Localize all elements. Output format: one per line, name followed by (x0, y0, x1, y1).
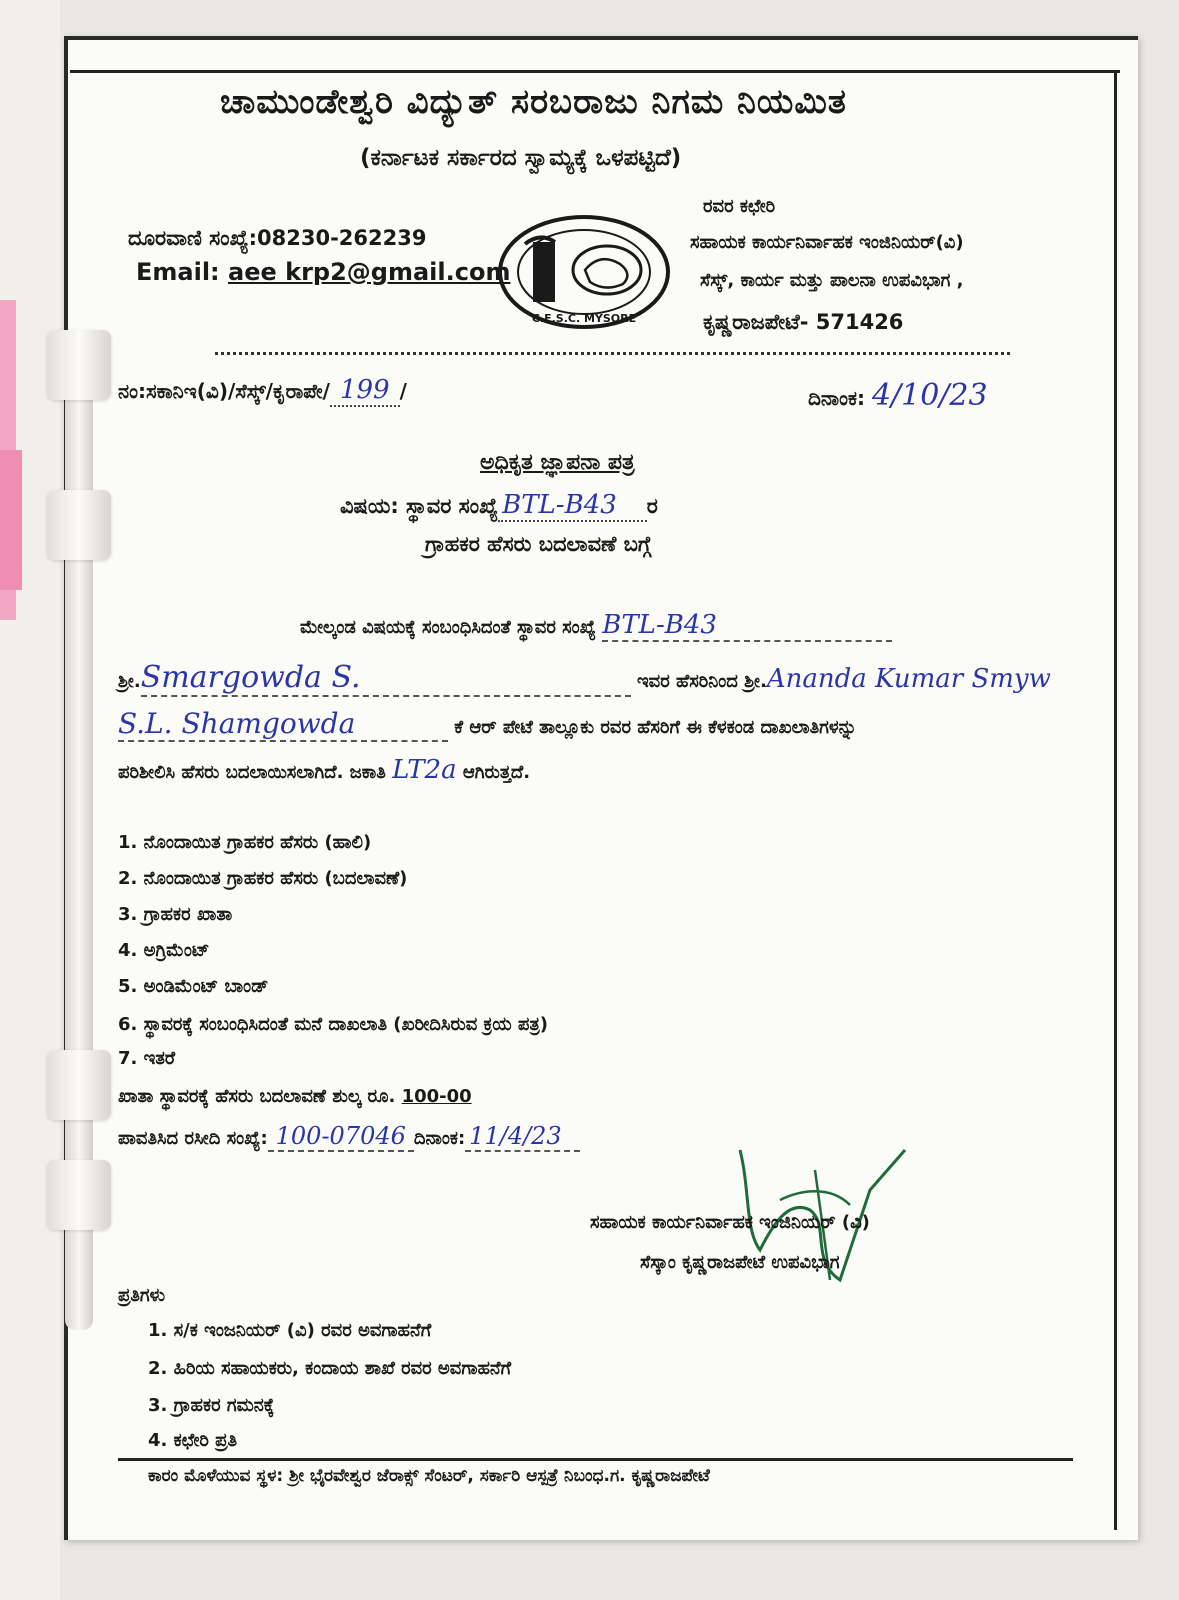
fastener-clip (47, 1050, 111, 1120)
fee-line (118, 1086, 472, 1107)
copy-item: 3. ಗ್ರಾಹಕರ ಗಮನಕ್ಕೆ (148, 1395, 275, 1416)
office-line-3: ಸೆಸ್ಕ್, ಕಾರ್ಯ ಮತ್ತು ಪಾಲನಾ ಉಪವಿಭಾಗ , (700, 270, 964, 291)
receipt-number: 100-07046 (268, 1122, 414, 1152)
copy-item: 2. ಹಿರಿಯ ಸಹಾಯಕರು, ಕಂದಾಯ ಶಾಖೆ ರವರ ಅವಗಾಹನೆಗೆ (148, 1358, 512, 1379)
footer-text: ಕಾರಂ ಮೊಳೆಯುವ ಸ್ಥಳ: ಶ್ರೀ ಭೈರವೇಶ್ವರ ಜೆರಾಕ್ಸ್ ಸೆಂಟರ್, ಸರ್ಕಾರಿ ಆಸ್ಪತ್ರೆ ನಿಬಂಧ.ಗ. ಕೃಷ್ಣರಾಜಪೇಟೆ (148, 1466, 710, 1486)
receipt-label: ಪಾವತಿಸಿದ ರಸೀದಿ ಸಂಖ್ಯೆ: (118, 1128, 268, 1149)
email-label: Email: (136, 258, 229, 286)
body-taluk-text: ಕೆ ಆರ್ ಪೇಟೆ ತಾಲ್ಲೂಕು ರವರ ಹೆಸರಿಗೆ ಈ ಕೆಳಕಂಡ ದಾಖಲಾತಿಗಳನ್ನು (454, 717, 857, 738)
document-item: 7. ಇತರೆ (118, 1048, 176, 1069)
copy-item: 1. ಸ/ಕ ಇಂಜನಿಯರ್ (ವಿ) ರವರ ಅವಗಾಹನೆಗೆ (148, 1320, 432, 1341)
receipt-line (118, 1122, 580, 1152)
header-divider (215, 352, 1010, 355)
fee-label: ಖಾತಾ ಸ್ಥಾವರಕ್ಕೆ ಹೆಸರು ಬದಲಾವಣೆ ಶುಲ್ಕ ರೂ. (118, 1086, 396, 1107)
father-name: S.L. Shamgowda (118, 707, 448, 742)
org-title: ಚಾಮುಂಡೇಶ್ವರಿ ವಿದ್ಯುತ್ ಸರಬರಾಜು ನಿಗಮ ನಿಯಮಿತ (220, 82, 847, 122)
receipt-date-label: ದಿನಾಂಕ: (413, 1128, 466, 1149)
office-line-4: ಕೃಷ್ಣರಾಜಪೇಟೆ- 571426 (703, 310, 904, 334)
signatory-designation: ಸಹಾಯಕ ಕಾರ್ಯನಿರ್ವಾಹಕ ಇಂಜಿನಿಯರ್ (ವಿ) (590, 1212, 870, 1233)
receipt-date: 11/4/23 (465, 1122, 580, 1152)
date-value: 4/10/23 (871, 378, 988, 413)
reference-number (118, 375, 407, 405)
office-line-1: ರವರ ಕಛೇರಿ (703, 196, 776, 217)
body-verified-text: ಪರಿಶೀಲಿಸಿ ಹೆಸರು ಬದಲಾಯಿಸಲಾಗಿದೆ. ಜಕಾತಿ (118, 762, 386, 783)
new-consumer-name: Ananda Kumar Smyw (766, 664, 1051, 694)
document-item: 1. ನೊಂದಾಯಿತ ಗ್ರಾಹಕರ ಹೆಸರು (ಹಾಲಿ) (118, 832, 372, 853)
file-fastener (45, 330, 115, 1330)
email-line (136, 258, 510, 286)
subject-line (340, 490, 658, 520)
reference-value: 199 (330, 375, 400, 407)
sri-prefix: ಶ್ರೀ. (118, 671, 141, 692)
document-item: 3. ಗ್ರಾಹಕರ ಖಾತಾ (118, 904, 233, 925)
subject-suffix: ರ (646, 494, 658, 518)
office-line-2: ಸಹಾಯಕ ಕಾರ್ಯನಿರ್ವಾಹಕ ಇಂಜಿನಿಯರ್(ವಿ) (690, 232, 964, 253)
body-line-4 (118, 755, 530, 785)
body-rr-number: BTL-B43 (602, 610, 892, 642)
copy-item: 4. ಕಛೇರಿ ಪ್ರತಿ (148, 1430, 238, 1451)
body-line-3 (118, 707, 857, 742)
org-subtitle: (ಕರ್ನಾಟಕ ಸರ್ಕಾರದ ಸ್ವಾಮ್ಯಕ್ಕೆ ಒಳಪಟ್ಟಿದೆ) (360, 145, 682, 171)
phone-number: ದೂರವಾಣಿ ಸಂಖ್ಯೆ:08230-262239 (128, 226, 427, 250)
memo-title: ಅಧಿಕೃತ ಜ್ಞಾಪನಾ ಪತ್ರ (480, 450, 635, 475)
reference-suffix: / (399, 379, 407, 403)
reference-date (808, 378, 988, 413)
document-item: 5. ಅಂಡಿಮೆಂಟ್ ಬಾಂಡ್ (118, 976, 269, 997)
subject-line-2: ಗ್ರಾಹಕರ ಹೆಸರು ಬದಲಾವಣೆ ಬಗ್ಗೆ (425, 532, 652, 556)
email-address: aee krp2@gmail.com (228, 258, 511, 286)
body-line-2 (118, 660, 1051, 697)
reference-prefix: ನಂ:ಸಕಾನಿಇ(ವಿ)/ಸೆಸ್ಕ್/ಕೃರಾಪೇ/ (118, 379, 330, 403)
document-item: 6. ಸ್ಥಾವರಕ್ಕೆ ಸಂಬಂಧಿಸಿದಂತೆ ಮನೆ ದಾಖಲಾತಿ (ಖರೀದಿಸಿರುವ ಕ್ರಯ ಪತ್ರ) (118, 1014, 548, 1035)
frame-top-rule (70, 70, 1120, 73)
frame-right-rule (1114, 70, 1117, 1530)
fastener-clip (47, 490, 111, 560)
body-intro: ಮೇಲ್ಕಂಡ ವಿಷಯಕ್ಕೆ ಸಂಬಂಧಿಸಿದಂತೆ ಸ್ಥಾವರ ಸಂಖ್ಯೆ (300, 617, 596, 638)
old-consumer-name: Smargowda S. (141, 660, 631, 697)
copies-heading: ಪ್ರತಿಗಳು (118, 1285, 166, 1306)
date-label: ದಿನಾಂಕ: (808, 386, 865, 410)
fastener-clip (47, 330, 111, 400)
body-line-1 (300, 610, 892, 642)
cesc-logo (495, 212, 673, 332)
pink-tab-lower (0, 450, 22, 590)
logo-text: C.E.S.C. MYSORE (531, 312, 637, 325)
document-item: 2. ನೊಂದಾಯಿತ ಗ್ರಾಹಕರ ಹೆಸರು (ಬದಲಾವಣೆ) (118, 868, 408, 889)
subject-rr-number: BTL-B43 (498, 490, 647, 522)
subject-label: ವಿಷಯ: ಸ್ಥಾವರ ಸಂಖ್ಯೆ (340, 494, 499, 518)
fee-amount: 100-00 (401, 1086, 472, 1107)
footer-rule (118, 1458, 1073, 1461)
fastener-clip (47, 1160, 111, 1230)
document-item: 4. ಅಗ್ರಿಮೆಂಟ್ (118, 940, 210, 961)
tariff-value: LT2a (392, 755, 457, 785)
body-from-text: ಇವರ ಹೆಸರಿನಿಂದ ಶ್ರೀ. (636, 671, 767, 692)
body-end-text: ಆಗಿರುತ್ತದೆ. (462, 762, 531, 783)
signatory-office: ಸೆಸ್ಕಾಂ ಕೃಷ್ಣರಾಜಪೇಟೆ ಉಪವಿಭಾಗ (640, 1252, 840, 1273)
